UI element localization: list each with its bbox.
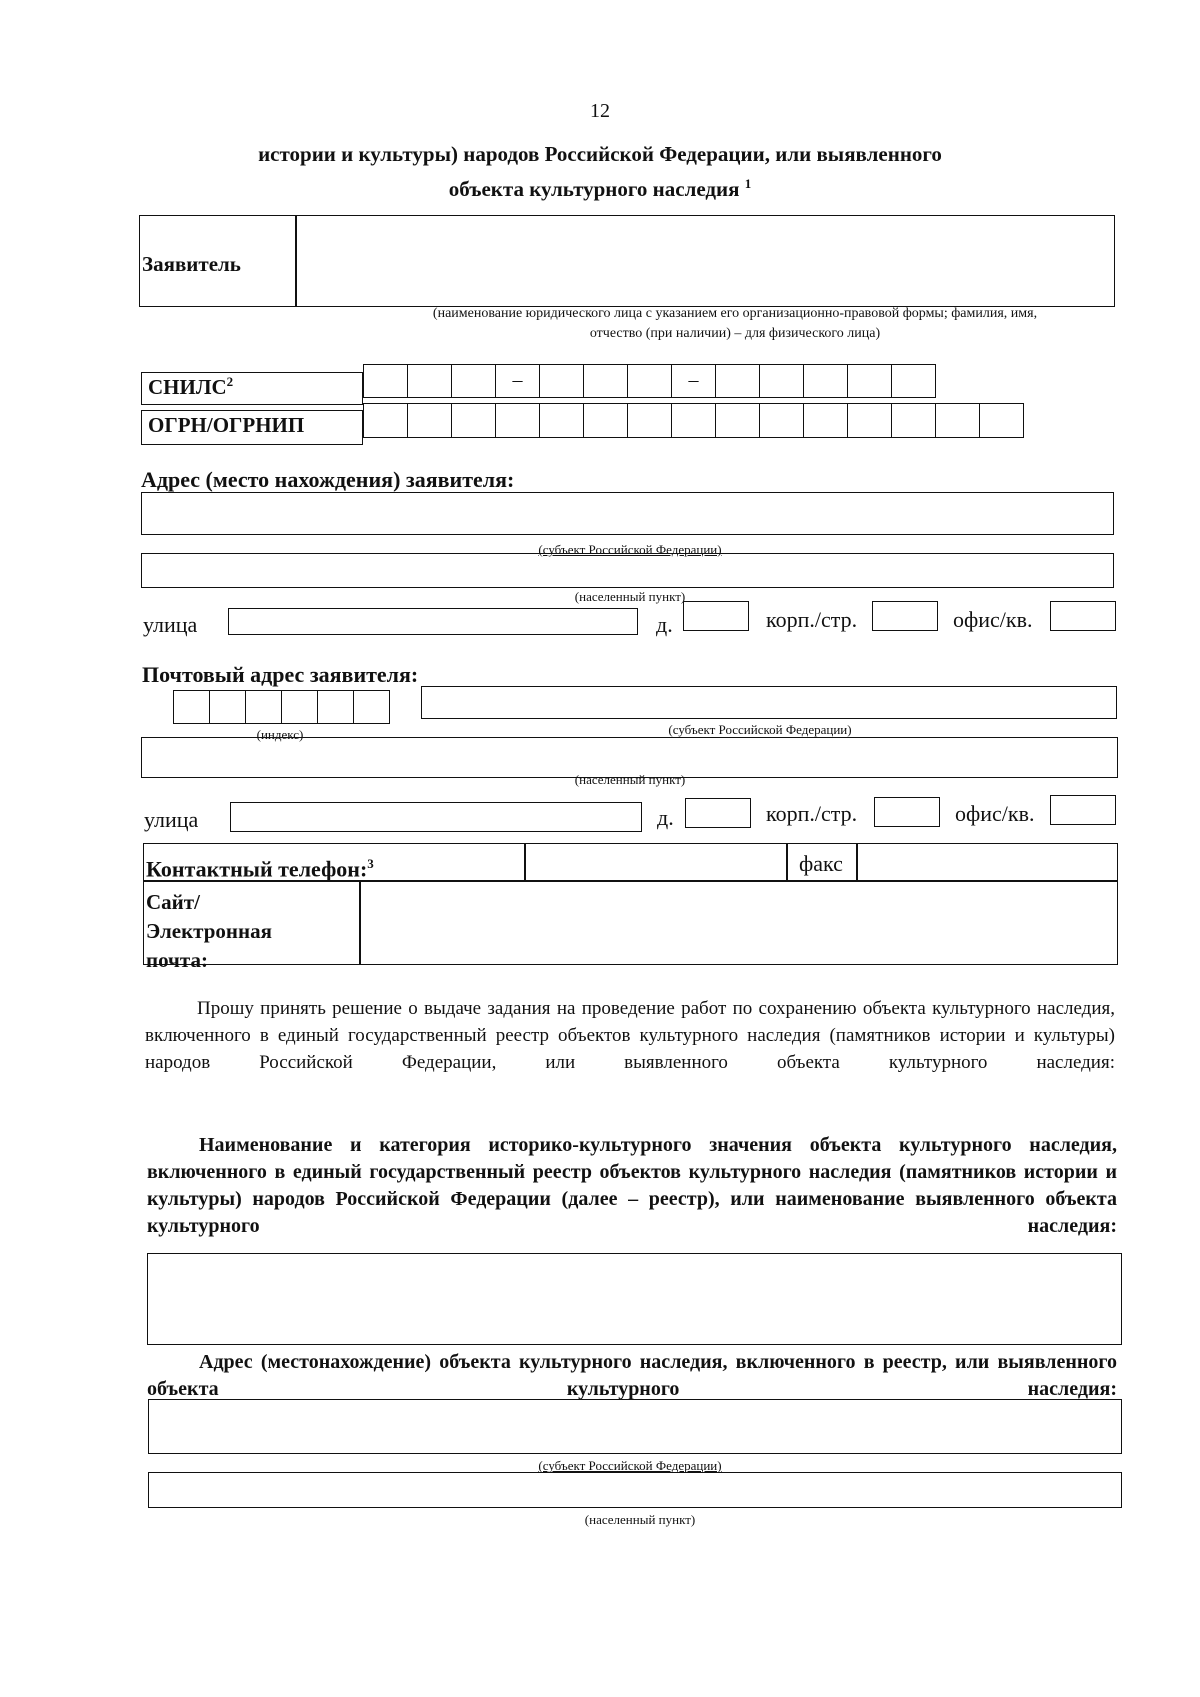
snils-digit[interactable] <box>759 364 804 398</box>
snils-digit[interactable] <box>363 364 408 398</box>
postal-house-label: д. <box>657 805 674 830</box>
ogrn-digit[interactable] <box>847 403 892 438</box>
ogrn-digit[interactable] <box>671 403 716 438</box>
postal-subject-input[interactable] <box>421 686 1117 719</box>
object-address-heading-text: Адрес (местонахождение) объекта культурного наследия, включенного в реестр, или выявленного объекта культурного наследия: <box>147 1351 1117 1400</box>
snils-label <box>148 374 233 400</box>
site-label-line3: почта: <box>146 948 208 972</box>
ogrn-digit[interactable] <box>539 403 584 438</box>
snils-digit[interactable] <box>847 364 892 398</box>
address-house-label: д. <box>656 612 673 637</box>
ogrn-digit[interactable] <box>935 403 980 438</box>
phone-footnote: 3 <box>367 856 374 871</box>
ogrn-label: ОГРН/ОГРНИП <box>148 413 305 437</box>
address-locality-caption: (населенный пункт) <box>574 589 686 604</box>
snils-footnote: 2 <box>226 374 234 389</box>
request-paragraph <box>145 995 1115 1103</box>
snils-label-text: СНИЛС <box>148 375 227 399</box>
snils-digit[interactable] <box>583 364 628 398</box>
fax-input[interactable] <box>858 845 1116 879</box>
contacts-fax-divider-left <box>786 843 788 881</box>
ogrn-digit[interactable] <box>451 403 496 438</box>
address-street-label: улица <box>143 612 198 637</box>
page-number: 12 <box>590 100 610 122</box>
postal-heading: Почтовый адрес заявителя: <box>142 662 419 687</box>
snils-digit[interactable] <box>539 364 584 398</box>
site-label-line2: Электронная <box>146 919 272 943</box>
object-name-heading-text: Наименование и категория историко-культурного значения объекта культурного наследия, включенного в единый государственный реестр объектов культурного наследия (памятников истории и культуры) народов Российской Федерации (далее – реестр), или наименование выявленного объекта культурного наследия: <box>147 1134 1117 1237</box>
address-street-input[interactable] <box>228 608 638 635</box>
applicant-caption-1: (наименование юридического лица с указанием его организационно-правовой формы; фамилия, имя, <box>432 306 1038 321</box>
address-subject-input[interactable] <box>141 492 1114 535</box>
object-locality-caption: (населенный пункт) <box>584 1512 696 1527</box>
snils-digit[interactable] <box>715 364 760 398</box>
postal-office-input[interactable] <box>1050 795 1116 825</box>
snils-dash: – <box>495 364 540 398</box>
postal-index-digit[interactable] <box>317 690 354 724</box>
postal-building-label: корп./стр. <box>766 801 858 826</box>
title-line-1: истории и культуры) народов Российской Федерации, или выявленного <box>258 142 942 166</box>
postal-house-input[interactable] <box>685 798 751 828</box>
title-footnote: 1 <box>744 176 752 191</box>
snils-digit[interactable] <box>803 364 848 398</box>
object-subject-input[interactable] <box>148 1399 1122 1454</box>
postal-street-input[interactable] <box>230 802 642 832</box>
ogrn-digit[interactable] <box>583 403 628 438</box>
postal-subject-caption: (субъект Российской Федерации) <box>668 722 852 737</box>
ogrn-digit[interactable] <box>803 403 848 438</box>
snils-digit[interactable] <box>451 364 496 398</box>
ogrn-digit[interactable] <box>363 403 408 438</box>
address-locality-input[interactable] <box>141 553 1114 588</box>
address-heading: Адрес (место нахождения) заявителя: <box>141 467 515 492</box>
postal-index-digit[interactable] <box>353 690 390 724</box>
ogrn-digit[interactable] <box>627 403 672 438</box>
object-subject-caption: (субъект Российской Федерации) <box>538 1458 722 1473</box>
object-name-heading <box>147 1132 1117 1267</box>
postal-index-digit[interactable] <box>281 690 318 724</box>
phone-label-text: Контактный телефон: <box>146 856 368 882</box>
ogrn-digit[interactable] <box>979 403 1024 438</box>
ogrn-digit[interactable] <box>891 403 936 438</box>
snils-digit[interactable] <box>407 364 452 398</box>
applicant-caption-2: отчество (при наличии) – для физического лица) <box>589 326 881 341</box>
postal-index-digit[interactable] <box>173 690 210 724</box>
address-office-label: офис/кв. <box>953 607 1033 632</box>
snils-dash: – <box>671 364 716 398</box>
fax-label: факс <box>799 851 843 876</box>
site-label-line1: Сайт/ <box>146 890 200 914</box>
address-house-input[interactable] <box>683 601 749 631</box>
title-line-2-text: объекта культурного наследия <box>448 177 740 201</box>
ogrn-digit[interactable] <box>759 403 804 438</box>
address-office-input[interactable] <box>1050 601 1116 631</box>
postal-index-digit[interactable] <box>245 690 282 724</box>
postal-index-caption: (индекс) <box>256 727 304 742</box>
object-locality-input[interactable] <box>148 1472 1122 1508</box>
postal-locality-caption: (населенный пункт) <box>574 772 686 787</box>
address-building-input[interactable] <box>872 601 938 631</box>
page-title <box>180 140 1020 204</box>
ogrn-digit[interactable] <box>495 403 540 438</box>
postal-building-input[interactable] <box>874 797 940 827</box>
phone-input[interactable] <box>526 845 785 879</box>
postal-index-digit[interactable] <box>209 690 246 724</box>
phone-label <box>146 856 374 882</box>
postal-office-label: офис/кв. <box>955 801 1035 826</box>
snils-digit[interactable] <box>627 364 672 398</box>
address-subject-caption: (субъект Российской Федерации) <box>538 542 722 557</box>
address-building-label: корп./стр. <box>766 607 858 632</box>
request-text: Прошу принять решение о выдаче задания на проведение работ по сохранению объекта культурного наследия, включенного в единый государственный реестр объектов культурного наследия (памятников истории и культуры) народов Российской Федерации, или выявленного объекта культурного наследия: <box>145 998 1115 1073</box>
ogrn-digit[interactable] <box>407 403 452 438</box>
site-email-label <box>146 888 272 975</box>
postal-street-label: улица <box>144 807 199 832</box>
snils-digit[interactable] <box>891 364 936 398</box>
title-line-2 <box>180 169 1020 204</box>
applicant-input[interactable] <box>297 217 1113 305</box>
object-name-input[interactable] <box>147 1253 1122 1345</box>
applicant-label: Заявитель <box>142 252 241 276</box>
ogrn-digit[interactable] <box>715 403 760 438</box>
site-email-input[interactable] <box>361 882 1116 964</box>
